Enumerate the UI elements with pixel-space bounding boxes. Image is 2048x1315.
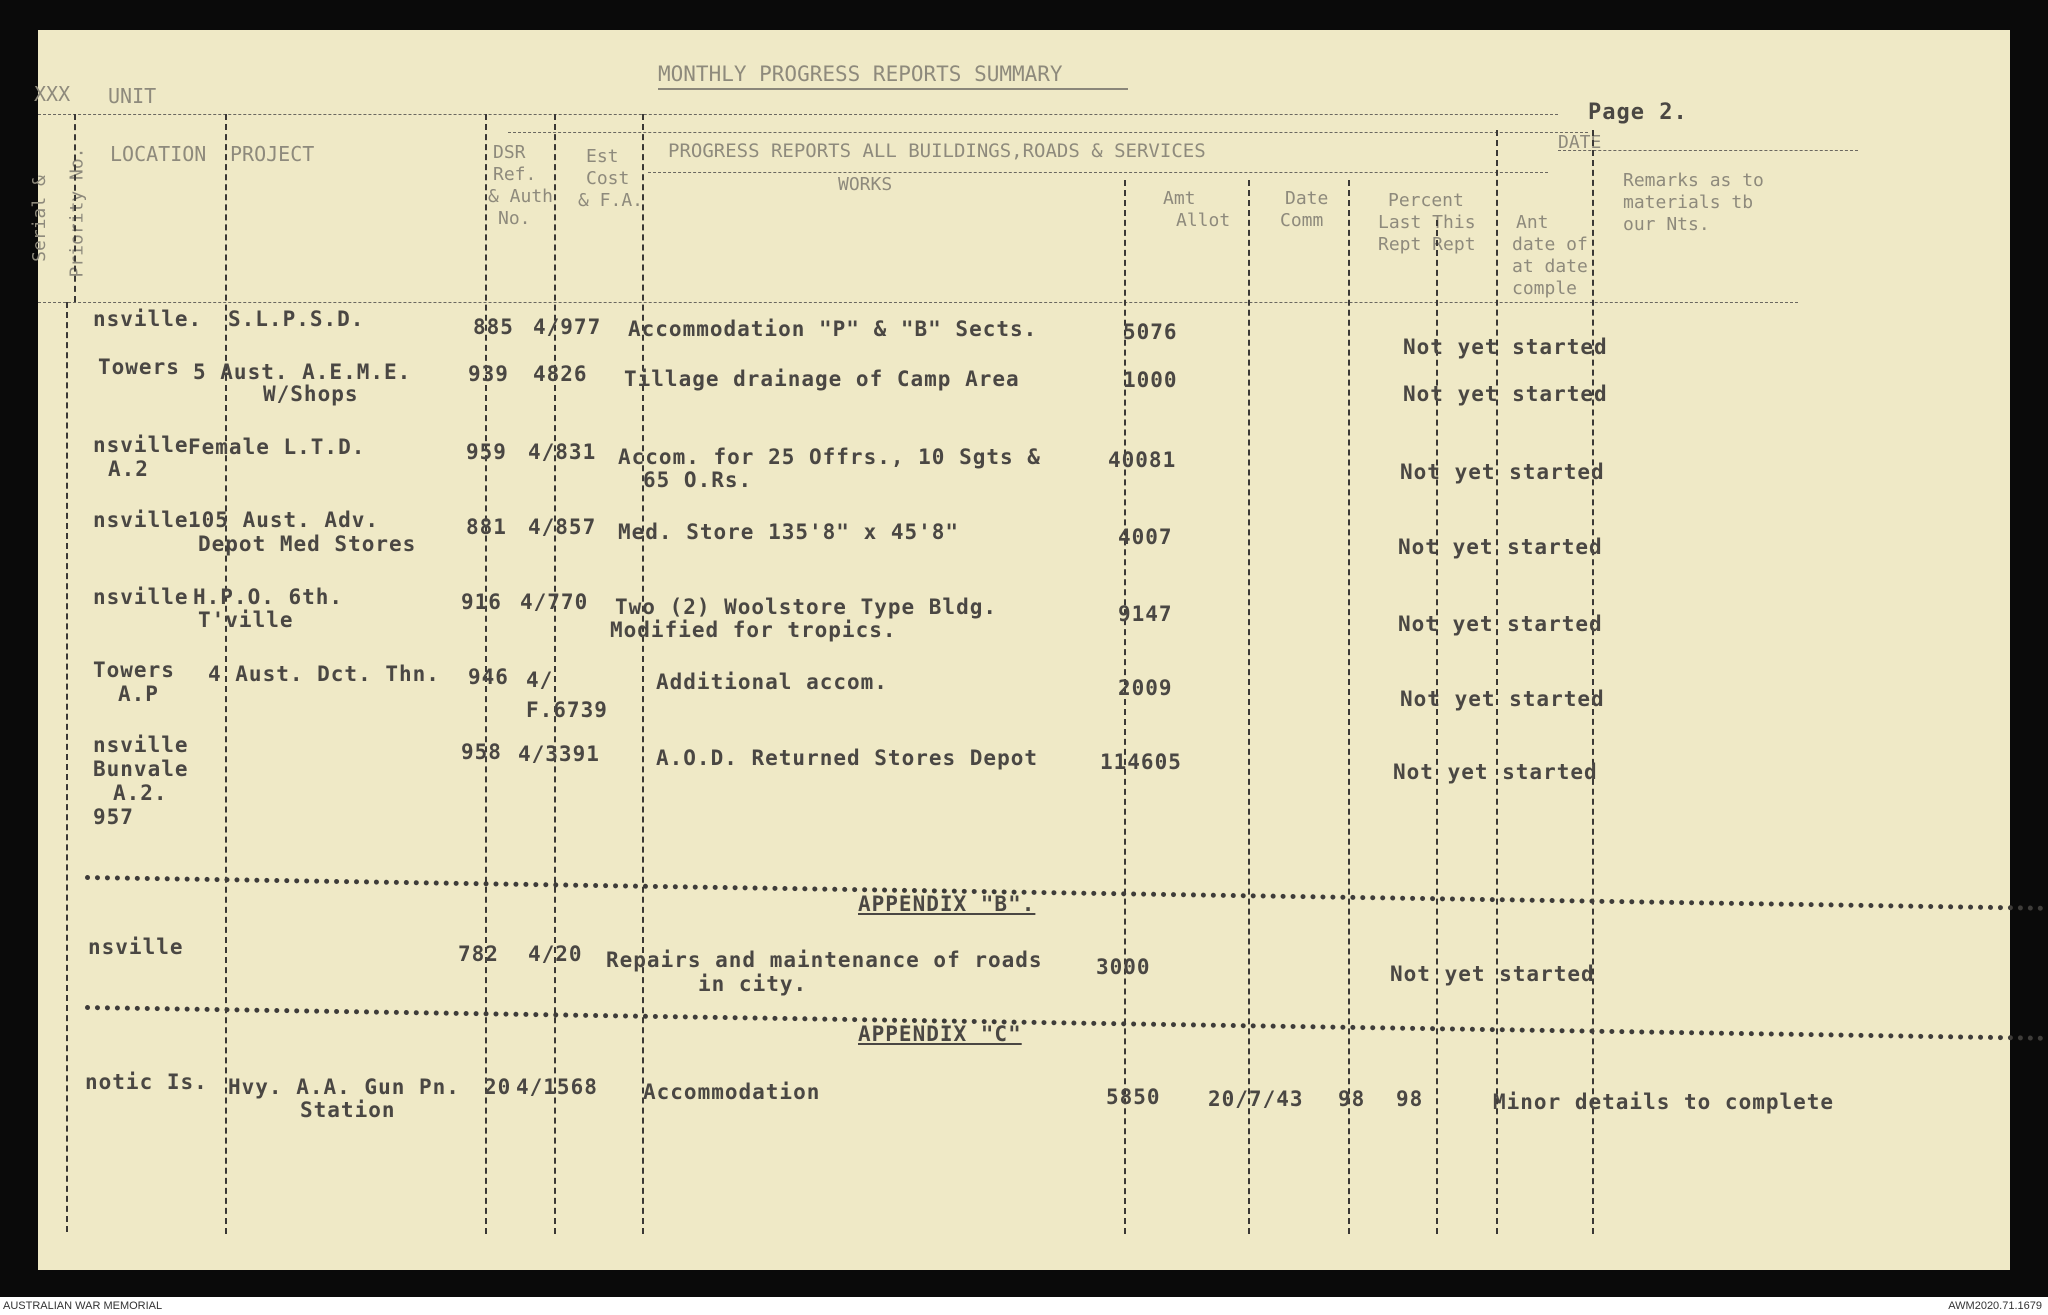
row-est: 4/ F.6739 — [526, 668, 608, 722]
appendix-rule — [85, 1005, 2045, 1041]
row-dsr: 885 — [473, 315, 514, 339]
header-remarks-2: materials tb — [1623, 192, 1754, 213]
header-rule-top — [38, 114, 1558, 115]
column-rule-date — [1348, 180, 1350, 1234]
row-remarks: Not yet started — [1398, 535, 1603, 559]
row-works: Accommodation — [643, 1080, 821, 1104]
header-date-comm-1: Date — [1285, 188, 1329, 209]
date-label: DATE — [1558, 132, 1602, 153]
progress-group-rule — [508, 132, 1588, 133]
row-est: 4/977 — [533, 315, 602, 339]
row-amt: 2009 — [1118, 676, 1173, 700]
document-title: MONTHLY PROGRESS REPORTS SUMMARY — [658, 62, 1063, 86]
row-est: 4/3391 — [518, 742, 600, 766]
row-remarks: Not yet started — [1390, 962, 1595, 986]
header-percent-2: Last This — [1378, 212, 1476, 233]
row-amt: 4007 — [1118, 525, 1173, 549]
page-number: Page 2. — [1588, 100, 1688, 125]
appendix-2-label: APPENDIX "C" — [858, 1022, 1022, 1046]
row-works: Accommodation "P" & "B" Sects. — [628, 317, 1038, 341]
row-dsr: 959 — [466, 440, 507, 464]
row-project-2: Station — [300, 1098, 396, 1122]
row-location: nsville — [93, 433, 189, 457]
document-page — [28, 30, 2010, 1270]
row-amt: 5076 — [1123, 320, 1178, 344]
row-dsr: 946 — [468, 665, 509, 689]
row-remarks: Minor details to complete — [1493, 1090, 1835, 1114]
row-works: Med. Store 135'8" x 45'8" — [618, 520, 960, 544]
row-location: Towers — [93, 658, 175, 682]
row-location: nsville — [93, 733, 189, 757]
row-est: 4/20 — [528, 942, 583, 966]
row-works: Additional accom. — [656, 670, 888, 694]
row-dsr: 958 — [461, 740, 502, 764]
header-dsr-4: No. — [498, 208, 531, 229]
row-amt: 1000 — [1123, 368, 1178, 392]
header-works: WORKS — [838, 174, 893, 195]
row-amt: 114605 — [1100, 750, 1182, 774]
row-percent-last: 98 — [1338, 1087, 1366, 1111]
row-location-4: 957 — [93, 805, 134, 829]
row-location-2: A.P — [118, 682, 159, 706]
row-dsr: 881 — [466, 515, 507, 539]
header-percent-3: Rept Rept — [1378, 234, 1476, 255]
row-percent-this: 98 — [1396, 1087, 1424, 1111]
row-location: nsville. — [93, 307, 203, 331]
row-location: nsville — [88, 935, 184, 959]
header-amt-1: Amt — [1163, 188, 1196, 209]
header-ant-1: Ant — [1516, 212, 1549, 233]
header-est-2: Cost — [586, 168, 630, 189]
row-project: 4 Aust. Dct. Thn. — [208, 662, 440, 686]
header-amt-2: Allot — [1176, 210, 1231, 231]
header-ant-2: date of — [1512, 234, 1588, 255]
row-remarks: Not yet started — [1400, 460, 1605, 484]
date-rule — [1558, 150, 1858, 151]
row-works-2: Modified for tropics. — [610, 618, 897, 642]
column-rule-serial — [74, 114, 76, 302]
header-remarks-3: our Nts. — [1623, 214, 1710, 235]
header-dsr-1: DSR — [493, 142, 526, 163]
row-location: nsville — [93, 508, 189, 532]
row-location: Towers — [98, 355, 180, 379]
row-project: Hvy. A.A. Gun Pn. — [228, 1075, 460, 1099]
row-est: 4/857 — [528, 515, 597, 539]
serial-header-line1: Serial & — [28, 175, 50, 262]
serial-header-line2: Priority No. — [66, 147, 88, 278]
row-est: 4/1568 — [516, 1075, 598, 1099]
row-amt: 40081 — [1108, 448, 1177, 472]
column-rule-this — [1496, 130, 1498, 1234]
row-project-2: T'ville — [198, 608, 294, 632]
header-rule-bottom — [38, 302, 1798, 303]
header-location: LOCATION — [110, 142, 207, 166]
column-rule-amt — [1248, 180, 1250, 1234]
row-project: Female L.T.D. — [188, 435, 366, 459]
row-works: Two (2) Woolstore Type Bldg. — [615, 595, 998, 619]
row-dsr: 939 — [468, 362, 509, 386]
row-project-2: Depot Med Stores — [198, 532, 417, 556]
header-est-1: Est — [586, 146, 619, 167]
column-rule-percent — [1436, 220, 1438, 1234]
row-location-2: A.2 — [108, 457, 149, 481]
appendix-1-label: APPENDIX "B". — [858, 892, 1036, 916]
works-rule — [648, 172, 1548, 173]
row-project: 105 Aust. Adv. — [188, 508, 380, 532]
row-location-3: A.2. — [113, 781, 168, 805]
row-location: notic Is. — [85, 1070, 208, 1094]
header-project: PROJECT — [230, 142, 315, 166]
row-works: Repairs and maintenance of roads — [606, 948, 1043, 972]
row-dsr: 20 — [484, 1075, 512, 1099]
row-project: 5 Aust. A.E.M.E. — [193, 360, 412, 384]
archive-footer — [0, 1297, 2048, 1315]
row-location-2: Bunvale — [93, 757, 189, 781]
row-project-2: W/Shops — [263, 382, 359, 406]
row-amt: 5850 — [1106, 1085, 1161, 1109]
footer-reference: AWM2020.71.1679 — [1948, 1300, 2042, 1312]
row-location: nsville — [93, 585, 189, 609]
header-progress-group: PROGRESS REPORTS ALL BUILDINGS,ROADS & SERVICES — [668, 140, 1206, 162]
row-remarks: Not yet started — [1403, 382, 1608, 406]
column-rule-left — [66, 302, 68, 1232]
row-remarks: Not yet started — [1393, 760, 1598, 784]
row-amt: 3000 — [1096, 955, 1151, 979]
row-est: 4/831 — [528, 440, 597, 464]
column-rule-est — [642, 114, 644, 1234]
row-remarks: Not yet started — [1403, 335, 1608, 359]
header-percent-1: Percent — [1388, 190, 1464, 211]
header-dsr-2: Ref. — [493, 164, 537, 185]
row-date-comm: 20/7/43 — [1208, 1087, 1304, 1111]
row-est: 4/770 — [520, 590, 589, 614]
header-ant-4: comple — [1512, 278, 1578, 299]
header-est-3: & F.A. — [578, 190, 644, 211]
footer-source: AUSTRALIAN WAR MEMORIAL — [3, 1300, 163, 1312]
row-works: Tillage drainage of Camp Area — [624, 367, 1020, 391]
row-works-2: 65 O.Rs. — [643, 468, 753, 492]
row-remarks: Not yet started — [1400, 687, 1605, 711]
header-ant-3: at date — [1512, 256, 1588, 277]
corner-mark: XXX — [34, 82, 71, 106]
row-project: S.L.P.S.D. — [228, 307, 365, 331]
row-remarks: Not yet started — [1398, 612, 1603, 636]
row-works: A.O.D. Returned Stores Depot — [656, 746, 1039, 770]
row-dsr: 782 — [458, 942, 499, 966]
row-works: Accom. for 25 Offrs., 10 Sgts & — [618, 445, 1041, 469]
row-est: 4826 — [533, 362, 588, 386]
row-amt: 9147 — [1118, 602, 1173, 626]
title-underline — [658, 88, 1128, 90]
header-remarks-1: Remarks as to — [1623, 170, 1764, 191]
unit-label: UNIT — [108, 84, 157, 108]
row-dsr: 916 — [461, 590, 502, 614]
column-rule-ant — [1592, 130, 1594, 1234]
header-date-comm-2: Comm — [1280, 210, 1324, 231]
header-dsr-3: & Auth — [488, 186, 554, 207]
appendix-rule — [85, 875, 2045, 911]
row-project: H.P.O. 6th. — [193, 585, 344, 609]
row-works-2: in city. — [698, 972, 808, 996]
